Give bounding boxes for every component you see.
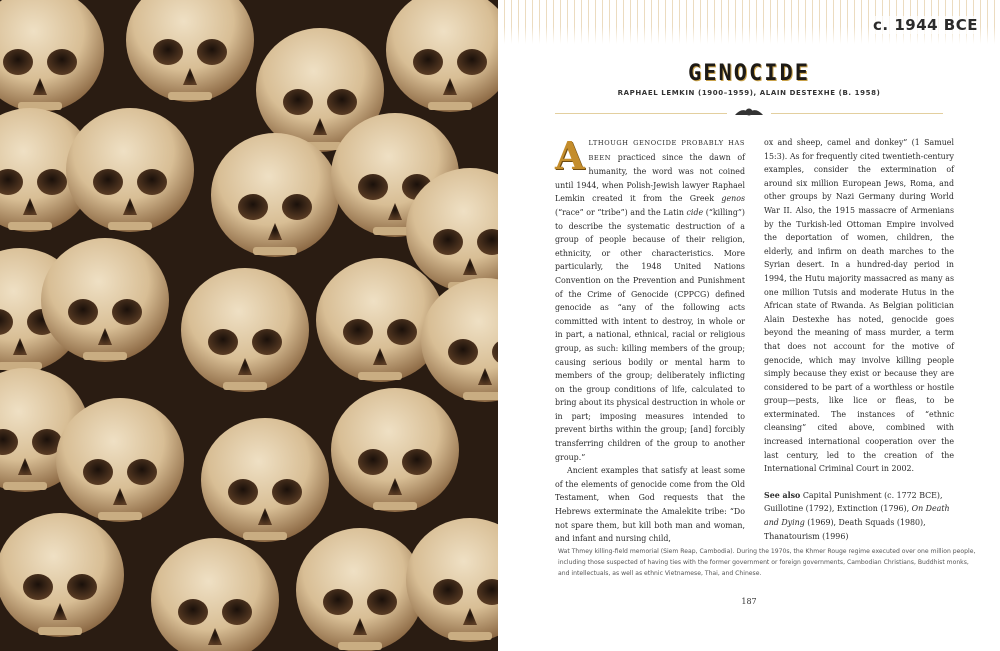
skulls-image xyxy=(0,0,498,651)
divider-left xyxy=(555,113,727,114)
entry-date: c. 1944 BCE xyxy=(873,16,978,34)
paragraph-text: (“killing”) to describe the systematic destruction of a group of people because of their religion, ethnicity, or other characteristics. More particularly, the 1948 United Nations Convention on the Prevention and Punishment of the Crime of Genocide (CPPCG) defined genocide as “any of the following acts committed with intent to destroy, in whole or in part, a national, ethnical, racial or religious group, as such: killing members of the group; causing serious bodily or mental harm to members of the group; deliberately inflicting on the group conditions of life, calculated to bring about its physical destruction in whole or in part; imposing measures intended to prevent births within the group; [and] forcibly transferring children of the group to another group.” xyxy=(555,207,745,462)
right-page xyxy=(498,0,1000,651)
text-column-1 xyxy=(555,133,745,546)
skull xyxy=(126,0,254,102)
see-also-label: See also xyxy=(764,490,801,500)
page-title: GENOCIDE xyxy=(688,61,810,86)
paragraph-text: (“race” or “tribe”) and the Latin xyxy=(555,207,687,217)
skull xyxy=(296,528,424,651)
lead-in: LTHOUGH GENOCIDE PROBABLY HAS BEEN xyxy=(588,139,745,162)
see-also xyxy=(764,489,954,543)
paragraph-2-continued: ox and sheep, camel and donkey” (1 Samuel 15:3). As for frequently cited twentieth-century examples, consider the extermination of around six million European Jews, Roma, and other groups by Nazi Germany during World War II. Also, the 1915 massacre of Armenians by the Turkish-led Ottoman Empire involved the deportation of women, children, the elderly, and infirm on death marches to the Syrian desert. In a hundred-day period in 1994, the Hutu majority massacred as many as one million Tutsis and moderate Hutus in the African state of Rwanda. As Belgian politician Alain Destexhe has noted, genocide goes beyond the meaning of mass murder, a term that does not account for the motive of genocide, which may involve killing people simply because they exist or because they are considered to be part of a worthless or hostile group—pests, like lice or fleas, to be exterminated. The instances of “ethnic cleansing” cited above, combined with increased international cooperation over the last century, led to the creation of the International Criminal Court in 2002. xyxy=(764,138,954,474)
skull xyxy=(331,388,459,512)
text-column-2 xyxy=(764,136,954,543)
paragraph-text: practiced since the dawn of humanity, the word was not coined until 1944, when Polish-Jewish lawyer Raphael Lemkin created it from the Greek xyxy=(555,152,745,204)
divider-right xyxy=(771,113,943,114)
skull xyxy=(201,418,329,542)
skull xyxy=(151,538,279,651)
italic-term: genos xyxy=(721,194,745,204)
paragraph-2: Ancient examples that satisfy at least some of the elements of genocide come from the Old Testament, when God requests that the Hebrews exterminate the Amalekite tribe: “Do not spare them, but kill both man and woman, and infant and nursing child, xyxy=(555,466,745,544)
skull xyxy=(56,398,184,522)
byline: RAPHAEL LEMKIN (1900–1959), ALAIN DESTEXHE (B. 1958) xyxy=(617,89,881,97)
see-also-text: Capital Punishment (c. 1772 BCE), Guillotine (1792), Extinction (1796), xyxy=(764,490,943,514)
page-number: 187 xyxy=(741,597,757,606)
skull xyxy=(0,513,124,637)
drop-cap: A xyxy=(555,133,585,178)
skull-ornament-icon xyxy=(735,107,763,120)
skull xyxy=(211,133,339,257)
italic-term: cide xyxy=(686,207,704,217)
photo-caption: Wat Thmey killing-field memorial (Siem Reap, Cambodia). During the 1970s, the Khmer Rouge regime executed over one million people, including those suspected of having ties with the former government or foreign governments, Cambodian Christians, Buddhist monks, and intellectuals, as well as ethnic Vietnamese, Thai, and Chinese. xyxy=(558,548,976,577)
skulls-photo xyxy=(0,0,498,651)
skull xyxy=(181,268,309,392)
skull xyxy=(386,0,498,112)
skull xyxy=(0,0,104,112)
see-also-text: (1969), Death Squads (1980), Thanatourism (1996) xyxy=(764,518,926,541)
skull xyxy=(406,518,498,642)
see-also-italic: On Death and Dying xyxy=(764,504,950,528)
skull xyxy=(66,108,194,232)
skull xyxy=(41,238,169,362)
